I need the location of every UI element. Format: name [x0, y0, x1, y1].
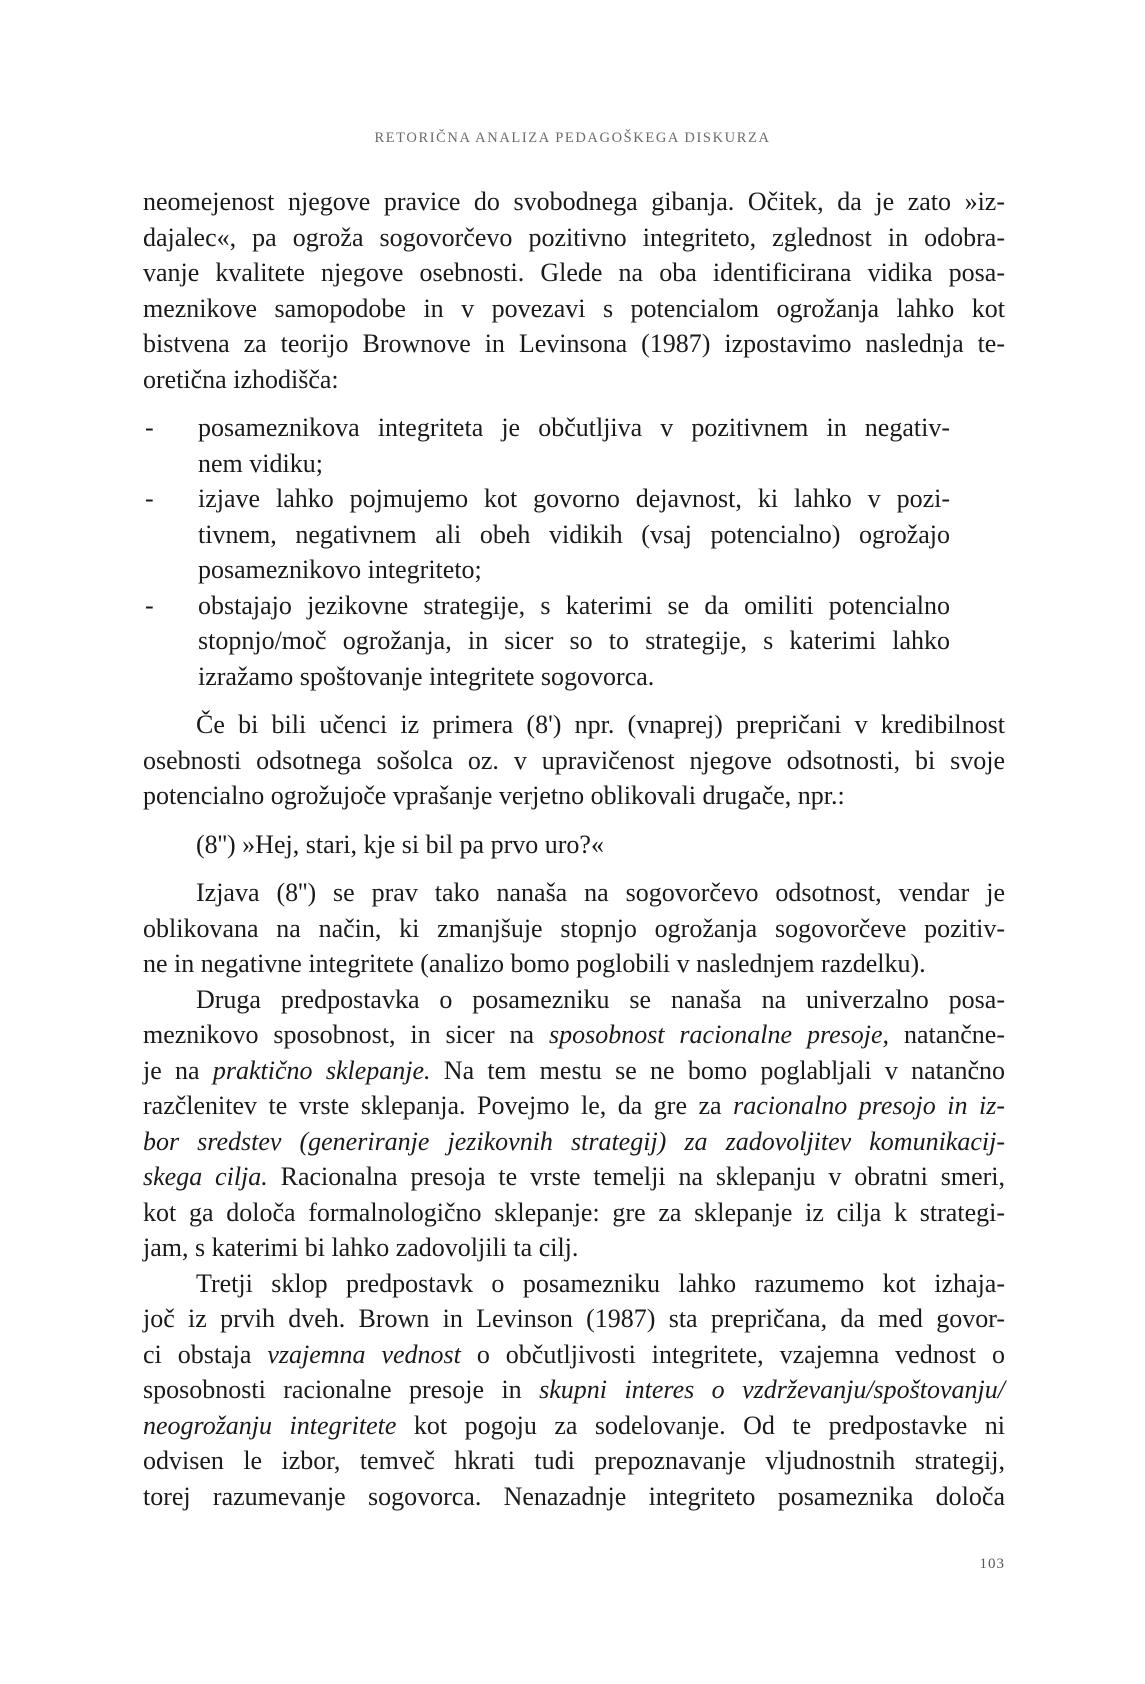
emphasis: sposobnost racionalne presoje,	[548, 1020, 890, 1049]
text-line: izražamo spoštovanje integritete sogovorca.	[198, 661, 655, 691]
text-line: meznikove samopodobe in v povezavi s potencialom ogrožanja lahko kot	[143, 293, 1005, 323]
text-line: odvisen le izbor, temveč hkrati tudi prepoznavanje vljudnostnih strategij,	[143, 1446, 1005, 1475]
text-line: nem vidiku;	[198, 448, 323, 478]
emphasis: bor sredstev (generiranje jezikovnih strategij) za zadovoljitev komunikacij-	[143, 1126, 1005, 1156]
paragraph-5	[143, 1266, 1005, 1515]
text-line: izjave lahko pojmujemo kot govorno dejavnost, ki lahko v pozi-	[198, 484, 950, 513]
text-line: posameznikova integriteta je občutljiva v pozitivnem in negativ-	[198, 413, 950, 442]
text-line: Če bi bili učenci iz primera (8') npr. (vnaprej) prepričani v kredibilnost	[196, 710, 1005, 739]
page-number: 103	[979, 1556, 1005, 1572]
text-line: oretična izhodišča:	[143, 364, 339, 394]
dash-bullet-icon: -	[145, 484, 154, 513]
page-body	[143, 184, 1005, 1514]
text-line: kot ga določa formalnologično sklepanje: gre za sklepanje iz cilja k strategi-	[143, 1197, 1005, 1227]
text-line: posameznikovo integriteto;	[198, 555, 482, 584]
paragraph-3	[143, 875, 1005, 982]
text-line: stopnjo/moč ogrožanja, in sicer so to strategije, s katerimi lahko	[198, 626, 950, 655]
text-line: ci obstaja vzajemna vednost o občutljivosti integritete, vzajemna vednost o	[143, 1339, 1005, 1369]
emphasis: neogrožanju integritete	[143, 1410, 397, 1440]
text-line: joč iz prvih dveh. Brown in Levinson (1987) sta prepričana, da med govor-	[143, 1304, 1005, 1333]
dash-bullet-icon: -	[145, 413, 154, 442]
example-text: (8'') »Hej, stari, kje si bil pa prvo uro?«	[196, 829, 604, 859]
text-line: meznikovo sposobnost, in sicer na sposobnost racionalne presoje, natančne-	[143, 1020, 1006, 1049]
text-line: Izjava (8'') se prav tako nanaša na sogovorčevo odsotnost, vendar je	[196, 878, 1005, 907]
list-item	[143, 410, 950, 481]
text-line: neogrožanju integritete kot pogoju za sodelovanje. Od te predpostavke ni	[143, 1410, 1005, 1440]
text-line: osebnosti odsotnega sošolca oz. v upravičenost njegove odsotnosti, bi svoje	[143, 745, 1005, 775]
bullet-list	[143, 410, 1005, 694]
emphasis: praktično sklepanje.	[212, 1055, 431, 1085]
text-line: tivnem, negativnem ali obeh vidikih (vsaj potencialno) ogrožajo	[198, 519, 950, 549]
text-line: dajalec«, pa ogroža sogovorčevo pozitivno integriteto, zglednost in odobra-	[143, 222, 1005, 252]
text-line: jam, s katerimi bi lahko zadovoljili ta cilj.	[143, 1233, 579, 1262]
text-line: je na praktično sklepanje. Na tem mestu se ne bomo poglabljali v natančno	[143, 1055, 1005, 1085]
text-line: bistvena za teorijo Brownove in Levinsona (1987) izpostavimo naslednja te-	[143, 329, 1005, 358]
text-line: obstajajo jezikovne strategije, s katerimi se da omiliti potencialno	[198, 590, 950, 620]
text-line: oblikovana na način, ki zmanjšuje stopnjo ogrožanja sogovorčeve pozitiv-	[143, 913, 1005, 943]
emphasis: skupni interes o vzdrževanju/spoštovanju/	[539, 1375, 1005, 1404]
text-line: vanje kvalitete njegove osebnosti. Glede na oba identificirana vidika posa-	[143, 258, 1005, 287]
dash-bullet-icon: -	[145, 590, 154, 620]
paragraph-2	[143, 707, 1005, 814]
example-8-double-prime	[143, 827, 1005, 863]
list-item	[143, 588, 950, 695]
emphasis: skega cilja.	[143, 1162, 268, 1191]
emphasis: racionalno presojo in iz-	[733, 1091, 1005, 1120]
running-head: RETORIČNA ANALIZA PEDAGOŠKEGA DISKURZA	[374, 130, 771, 146]
emphasis: vzajemna vednost	[267, 1339, 461, 1369]
text-line: razčlenitev te vrste sklepanja. Povejmo le, da gre za racionalno presojo in iz-	[143, 1091, 1005, 1120]
text-line	[143, 1124, 1005, 1160]
text-line: ne in negativne integritete (analizo bomo poglobili v naslednjem razdelku).	[143, 949, 926, 978]
text-line: Tretji sklop predpostavk o posamezniku lahko razumemo kot izhaja-	[196, 1268, 1005, 1298]
text-line: torej razumevanje sogovorca. Nenazadnje integriteto posameznika določa	[143, 1481, 1005, 1511]
list-item	[143, 481, 950, 588]
text-line: neomejenost njegove pravice do svobodnega gibanja. Očitek, da je zato »iz-	[143, 187, 1005, 216]
text-line: potencialno ogrožujoče vprašanje verjetno oblikovali drugače, npr.:	[143, 781, 845, 810]
paragraph-4	[143, 982, 1005, 1266]
text-line: sposobnosti racionalne presoje in skupni interes o vzdrževanju/spoštovanju/	[143, 1375, 1005, 1404]
paragraph-1	[143, 184, 1005, 397]
text-line: skega cilja. Racionalna presoja te vrste temelji na sklepanju v obratni smeri,	[143, 1162, 1005, 1191]
text-line: Druga predpostavka o posamezniku se nanaša na univerzalno posa-	[196, 984, 1005, 1014]
